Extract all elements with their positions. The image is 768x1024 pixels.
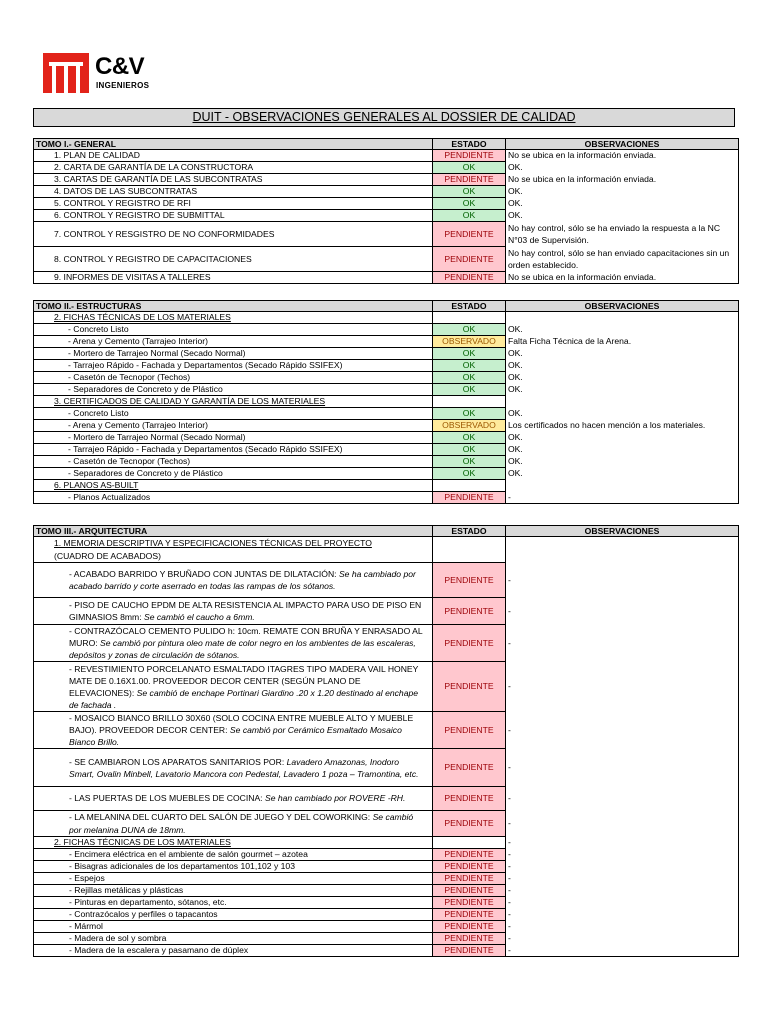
cv-logo-mark-icon <box>43 53 89 93</box>
item-text: 7. CONTROL Y RESGISTRO DE NO CONFORMIDADES <box>34 222 433 247</box>
item-text: - Separadores de Concreto y de Plástico <box>34 384 433 396</box>
item-text: 8. CONTROL Y REGISTRO DE CAPACITACIONES <box>34 247 433 272</box>
item-text: 2. CARTA DE GARANTÍA DE LA CONSTRUCTORA <box>34 162 433 174</box>
item-text: - Madera de la escalera y pasamano de dúplex <box>34 945 433 957</box>
table-row <box>34 247 739 272</box>
table-row <box>34 811 739 837</box>
item-text: - Tarrajeo Rápido - Fachada y Departamentos (Secado Rápido SSIFEX) <box>34 444 433 456</box>
status-badge: OK <box>433 348 506 360</box>
item-text: - PISO DE CAUCHO EPDM DE ALTA RESISTENCIA AL IMPACTO PARA USO DE PISO EN GIMNASIOS 8mm: Se cambió el caucho a 6mm. <box>34 598 433 625</box>
table-row <box>34 861 739 873</box>
table-row <box>34 456 739 468</box>
observation-text: - <box>506 787 739 811</box>
table-row <box>34 186 739 198</box>
table-row <box>34 897 739 909</box>
table-row <box>34 150 739 162</box>
item-text: - Mortero de Tarrajeo Normal (Secado Normal) <box>34 348 433 360</box>
observation-text <box>506 537 739 563</box>
observation-text: OK. <box>506 324 739 336</box>
status-badge: PENDIENTE <box>433 563 506 598</box>
section-header <box>34 139 739 150</box>
observation-text <box>506 396 739 408</box>
item-text: - Separadores de Concreto y de Plástico <box>34 468 433 480</box>
status-badge: OK <box>433 162 506 174</box>
status-badge: OK <box>433 384 506 396</box>
item-text: - Mármol <box>34 921 433 933</box>
status-badge: PENDIENTE <box>433 945 506 957</box>
observation-text: No se ubica en la información enviada. <box>506 150 739 162</box>
change-note: Se cambió el caucho a 6mm. <box>143 612 255 622</box>
item-text: - Bisagras adicionales de los departamentos 101,102 y 103 <box>34 861 433 873</box>
observation-text: OK. <box>506 444 739 456</box>
subsection-title: 2. FICHAS TÉCNICAS DE LOS MATERIALES <box>34 312 433 324</box>
observation-text: - <box>506 909 739 921</box>
section-header <box>34 301 739 312</box>
logo-subtitle: INGENIEROS <box>96 81 150 90</box>
status-badge <box>433 312 506 324</box>
observation-text: Los certificados no hacen mención a los materiales. <box>506 420 739 432</box>
status-badge <box>433 837 506 849</box>
table-row <box>34 837 739 849</box>
table-row <box>34 348 739 360</box>
change-note: Se cambió por melanina DUNA de 18mm. <box>69 812 414 835</box>
status-badge <box>433 396 506 408</box>
observation-text: OK. <box>506 408 739 420</box>
item-text: 3. CARTAS DE GARANTÍA DE LAS SUBCONTRATAS <box>34 174 433 186</box>
status-badge: OK <box>433 210 506 222</box>
status-badge: PENDIENTE <box>433 272 506 284</box>
change-note: Se han cambiado por ROVERE -RH. <box>264 793 406 804</box>
observation-text: - <box>506 749 739 787</box>
observation-text: OK. <box>506 162 739 174</box>
table-row <box>34 749 739 787</box>
item-text: - Casetón de Tecnopor (Techos) <box>34 372 433 384</box>
document-title: DUIT - OBSERVACIONES GENERALES AL DOSSIER DE CALIDAD <box>33 108 735 127</box>
item-text: - Concreto Listo <box>34 408 433 420</box>
table-row <box>34 336 739 348</box>
item-text: - Pinturas en departamento, sótanos, etc. <box>34 897 433 909</box>
status-badge: PENDIENTE <box>433 921 506 933</box>
observation-text: No hay control, sólo se ha enviado la respuesta a la NC N°03 de Supervisión. <box>506 222 739 247</box>
estado-header: ESTADO <box>433 526 506 537</box>
subsection-title: 6. PLANOS AS-BUILT <box>34 480 433 492</box>
subsection-title: 2. FICHAS TÉCNICAS DE LOS MATERIALES <box>34 837 433 849</box>
item-text: - Casetón de Tecnopor (Techos) <box>34 456 433 468</box>
table-row <box>34 372 739 384</box>
status-badge: OK <box>433 468 506 480</box>
status-badge: PENDIENTE <box>433 811 506 837</box>
estado-header: ESTADO <box>433 301 506 312</box>
table-row <box>34 480 739 492</box>
status-badge: PENDIENTE <box>433 897 506 909</box>
status-badge: PENDIENTE <box>433 885 506 897</box>
status-badge: PENDIENTE <box>433 787 506 811</box>
observation-text: OK. <box>506 456 739 468</box>
observation-text: OK. <box>506 360 739 372</box>
table-row <box>34 885 739 897</box>
item-text: - ACABADO BARRIDO Y BRUÑADO CON JUNTAS DE DILATACIÓN: Se ha cambiado por acabado barrido y corte aserrado en todas las rampas de los sótanos. <box>34 563 433 598</box>
observation-text: OK. <box>506 348 739 360</box>
status-badge: OK <box>433 456 506 468</box>
item-text: - Concreto Listo <box>34 324 433 336</box>
table-row <box>34 625 739 662</box>
table-row <box>34 162 739 174</box>
section-table-tomo-1 <box>33 138 739 284</box>
observation-text: OK. <box>506 186 739 198</box>
item-text: - Encimera eléctrica en el ambiente de salón gourmet – azotea <box>34 849 433 861</box>
item-text: - LA MELANINA DEL CUARTO DEL SALÓN DE JUEGO Y DEL COWORKING: Se cambió por melanina DUNA de 18mm. <box>34 811 433 837</box>
status-badge: PENDIENTE <box>433 861 506 873</box>
status-badge: PENDIENTE <box>433 174 506 186</box>
section-title: TOMO II.- ESTRUCTURAS <box>34 301 433 312</box>
observation-text: - <box>506 811 739 837</box>
table-row <box>34 360 739 372</box>
table-row <box>34 909 739 921</box>
table-row <box>34 712 739 749</box>
status-badge: OK <box>433 360 506 372</box>
observation-text: - <box>506 897 739 909</box>
status-badge: OK <box>433 324 506 336</box>
status-badge <box>433 537 506 563</box>
table-row <box>34 787 739 811</box>
item-text: - Planos Actualizados <box>34 492 433 504</box>
observation-text <box>506 312 739 324</box>
item-text: - Arena y Cemento (Tarrajeo Interior) <box>34 336 433 348</box>
observation-text: Falta Ficha Técnica de la Arena. <box>506 336 739 348</box>
observation-text: OK. <box>506 372 739 384</box>
table-row <box>34 444 739 456</box>
status-badge: OK <box>433 198 506 210</box>
change-note: Se cambió por pintura oleo mate de color negro en los ambientes de las escaleras, depósitos y zonas de circulación de sótanos. <box>69 638 416 660</box>
status-badge: PENDIENTE <box>433 909 506 921</box>
item-text: 6. CONTROL Y REGISTRO DE SUBMITTAL <box>34 210 433 222</box>
observation-text: - <box>506 598 739 625</box>
item-text: - LAS PUERTAS DE LOS MUEBLES DE COCINA: Se han cambiado por ROVERE -RH. <box>34 787 433 811</box>
observation-text: - <box>506 921 739 933</box>
table-row <box>34 873 739 885</box>
table-row <box>34 384 739 396</box>
table-row <box>34 420 739 432</box>
table-row <box>34 563 739 598</box>
status-badge: PENDIENTE <box>433 662 506 712</box>
status-badge: PENDIENTE <box>433 492 506 504</box>
table-row <box>34 468 739 480</box>
observation-text <box>506 480 739 492</box>
observation-text: - <box>506 712 739 749</box>
item-text: 9. INFORMES DE VISITAS A TALLERES <box>34 272 433 284</box>
change-note: Se cambió por Cerámico Esmaltado Mosaico Bianco Brillo. <box>69 725 402 747</box>
company-logo <box>43 53 163 93</box>
logo-brand: C&V <box>95 53 145 80</box>
observation-text: No se ubica en la información enviada. <box>506 272 739 284</box>
table-row <box>34 432 739 444</box>
table-row <box>34 312 739 324</box>
item-text: - SE CAMBIARON LOS APARATOS SANITARIOS POR: Lavadero Amazonas, Inodoro Smart, Ovalin Minbell, Lavatorio Mancora con Pedestal, Lavadero 1 poza – Tramontina, etc. <box>34 749 433 787</box>
status-badge: PENDIENTE <box>433 849 506 861</box>
table-row <box>34 849 739 861</box>
table-row <box>34 408 739 420</box>
status-badge: PENDIENTE <box>433 933 506 945</box>
observaciones-header: OBSERVACIONES <box>506 139 739 150</box>
observation-text: - <box>506 849 739 861</box>
subsection-title: 3. CERTIFICADOS DE CALIDAD Y GARANTÍA DE LOS MATERIALES <box>34 396 433 408</box>
item-text: - Mortero de Tarrajeo Normal (Secado Normal) <box>34 432 433 444</box>
observation-text: - <box>506 885 739 897</box>
change-note: Se cambió de enchape Portinari Giardino .20 x 1.20 destinado al enchape de fachada . <box>69 687 419 710</box>
table-row <box>34 222 739 247</box>
item-text: 1. PLAN DE CALIDAD <box>34 150 433 162</box>
status-badge: PENDIENTE <box>433 625 506 662</box>
status-badge: PENDIENTE <box>433 222 506 247</box>
status-badge: OBSERVADO <box>433 336 506 348</box>
observation-text: - <box>506 662 739 712</box>
observation-text: No se ubica en la información enviada. <box>506 174 739 186</box>
table-row <box>34 492 739 504</box>
observation-text: OK. <box>506 384 739 396</box>
table-row <box>34 921 739 933</box>
status-badge <box>433 480 506 492</box>
item-text: - CONTRAZÓCALO CEMENTO PULIDO h: 10cm. REMATE CON BRUÑA Y ENRASADO AL MURO: Se cambió por pintura oleo mate de color negro en los ambientes de las escaleras, depósitos y zonas de circulación de sótanos. <box>34 625 433 662</box>
observation-text: - <box>506 933 739 945</box>
observation-text: OK. <box>506 198 739 210</box>
observation-text: - <box>506 563 739 598</box>
item-text: - Espejos <box>34 873 433 885</box>
status-badge: PENDIENTE <box>433 150 506 162</box>
change-note: Lavadero Amazonas, Inodoro Smart, Ovalin Minbell, Lavatorio Mancora con Pedestal, Lavadero 1 poza – Tramontina, etc. <box>69 756 419 779</box>
observation-text: - <box>506 861 739 873</box>
table-row <box>34 945 739 957</box>
table-row <box>34 662 739 712</box>
status-badge: OK <box>433 372 506 384</box>
status-badge: OK <box>433 444 506 456</box>
section-table-tomo-2 <box>33 300 739 504</box>
item-text: - REVESTIMIENTO PORCELANATO ESMALTADO ITAGRES TIPO MADERA VAIL HONEY MATE DE 0.16X1.00. PROVEEDOR DECOR CENTER (SEGÚN PLANO DE ELEVACIONES): Se cambió de enchape Portinari Giardino .20 x 1.20 destinado al enchape de fachada . <box>34 662 433 712</box>
item-text: - Rejillas metálicas y plásticas <box>34 885 433 897</box>
table-row <box>34 272 739 284</box>
table-row <box>34 198 739 210</box>
status-badge: PENDIENTE <box>433 712 506 749</box>
status-badge: OK <box>433 186 506 198</box>
table-row <box>34 210 739 222</box>
observation-text: - <box>506 945 739 957</box>
status-badge: OK <box>433 432 506 444</box>
item-text: 5. CONTROL Y REGISTRO DE RFI <box>34 198 433 210</box>
table-row <box>34 396 739 408</box>
item-text: - Arena y Cemento (Tarrajeo Interior) <box>34 420 433 432</box>
table-row <box>34 174 739 186</box>
status-badge: OBSERVADO <box>433 420 506 432</box>
subsection-title: 1. MEMORIA DESCRIPTIVA Y ESPECIFICACIONES TÉCNICAS DEL PROYECTO (CUADRO DE ACABADOS) <box>34 537 433 563</box>
observation-text: OK. <box>506 468 739 480</box>
status-badge: PENDIENTE <box>433 598 506 625</box>
status-badge: OK <box>433 408 506 420</box>
observation-text: - <box>506 837 739 849</box>
item-text: - MOSAICO BIANCO BRILLO 30X60 (SOLO COCINA ENTRE MUEBLE ALTO Y MUEBLE BAJO). PROVEEDOR DECOR CENTER: Se cambió por Cerámico Esmaltado Mosaico Bianco Brillo. <box>34 712 433 749</box>
observation-text: - <box>506 625 739 662</box>
estado-header: ESTADO <box>433 139 506 150</box>
item-text: 4. DATOS DE LAS SUBCONTRATAS <box>34 186 433 198</box>
observation-text: OK. <box>506 210 739 222</box>
table-row <box>34 324 739 336</box>
observation-text: OK. <box>506 432 739 444</box>
item-text: - Madera de sol y sombra <box>34 933 433 945</box>
item-text: - Contrazócalos y perfiles o tapacantos <box>34 909 433 921</box>
table-row <box>34 537 739 563</box>
section-title: TOMO III.- ARQUITECTURA <box>34 526 433 537</box>
observation-text: - <box>506 873 739 885</box>
status-badge: PENDIENTE <box>433 247 506 272</box>
table-row <box>34 933 739 945</box>
section-header <box>34 526 739 537</box>
table-row <box>34 598 739 625</box>
status-badge: PENDIENTE <box>433 749 506 787</box>
section-title: TOMO I.- GENERAL <box>34 139 433 150</box>
observaciones-header: OBSERVACIONES <box>506 301 739 312</box>
change-note: Se ha cambiado por acabado barrido y corte aserrado en todas las rampas de los sótanos. <box>69 568 416 591</box>
status-badge: PENDIENTE <box>433 873 506 885</box>
observaciones-header: OBSERVACIONES <box>506 526 739 537</box>
observation-text: No hay control, sólo se han enviado capacitaciones sin un orden establecido. <box>506 247 739 272</box>
observation-text: - <box>506 492 739 504</box>
item-text: - Tarrajeo Rápido - Fachada y Departamentos (Secado Rápido SSIFEX) <box>34 360 433 372</box>
section-table-tomo-3 <box>33 525 739 957</box>
